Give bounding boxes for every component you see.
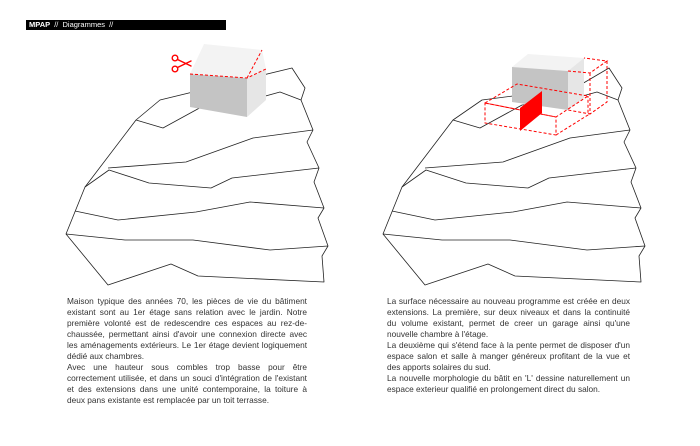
left-contour-line-4 [75,202,324,220]
caption-left-paragraph-1: Maison typique des années 70, les pièces de vie du bâtiment existant sont au 1er étage sans relation avec le jardin. Notre première volonté est de redescendre ces espaces au rez-de-chaussée, permettant ainsi d'avoir une connexion directe avec les aménagements extérieurs. Le 1er étage devient logiquement dédié aux chambres. [67,296,307,361]
left-house-front-face [190,74,247,117]
scissors-icon [172,55,191,72]
left-existing-house [190,44,266,117]
caption-right-paragraph-2: La deuxième qui s'étend face à la pente permet de disposer d'un espace salon et salle à manger généreux profitant de la vue et des apports solaires du sud. [387,340,630,372]
left-contour-line-5 [66,234,328,250]
brand-label: MPAP [29,20,51,29]
left-contour-line-3 [85,168,319,188]
right-contour-line-5 [383,234,645,250]
header-separator-trailing: // [109,20,114,29]
header-separator: // [54,20,59,29]
right-contour-line-4 [392,202,641,220]
section-label: Diagrammes [62,20,105,29]
caption-left-paragraph-2: Avec une hauteur sous combles trop basse pour être correctement utilisée, et dans un souci d'intégration de l'existant et des extensions dans une unité contemporaine, la toiture à deux pans existante est remplacée par un toit terrasse. [67,362,307,405]
caption-right [387,296,630,395]
left-contour-line-2 [108,130,313,168]
right-contour-line-3 [402,168,636,188]
left-house-roof [190,44,266,78]
right-existing-house [512,54,584,110]
caption-right-paragraph-1: La surface nécessaire au nouveau programme est créée en deux extensions. La première, sur deux niveaux et dans la continuité du volume existant, permet de creer un garage ainsi qu'une nouvelle chambre à l'étage. [387,296,630,339]
caption-left [67,296,307,406]
right-contour-line-2 [425,130,630,168]
caption-right-paragraph-3: La nouvelle morphologie du bâtit en 'L' dessine naturellement un espace exterieur qualifié en prolongement direct du salon. [387,373,630,394]
